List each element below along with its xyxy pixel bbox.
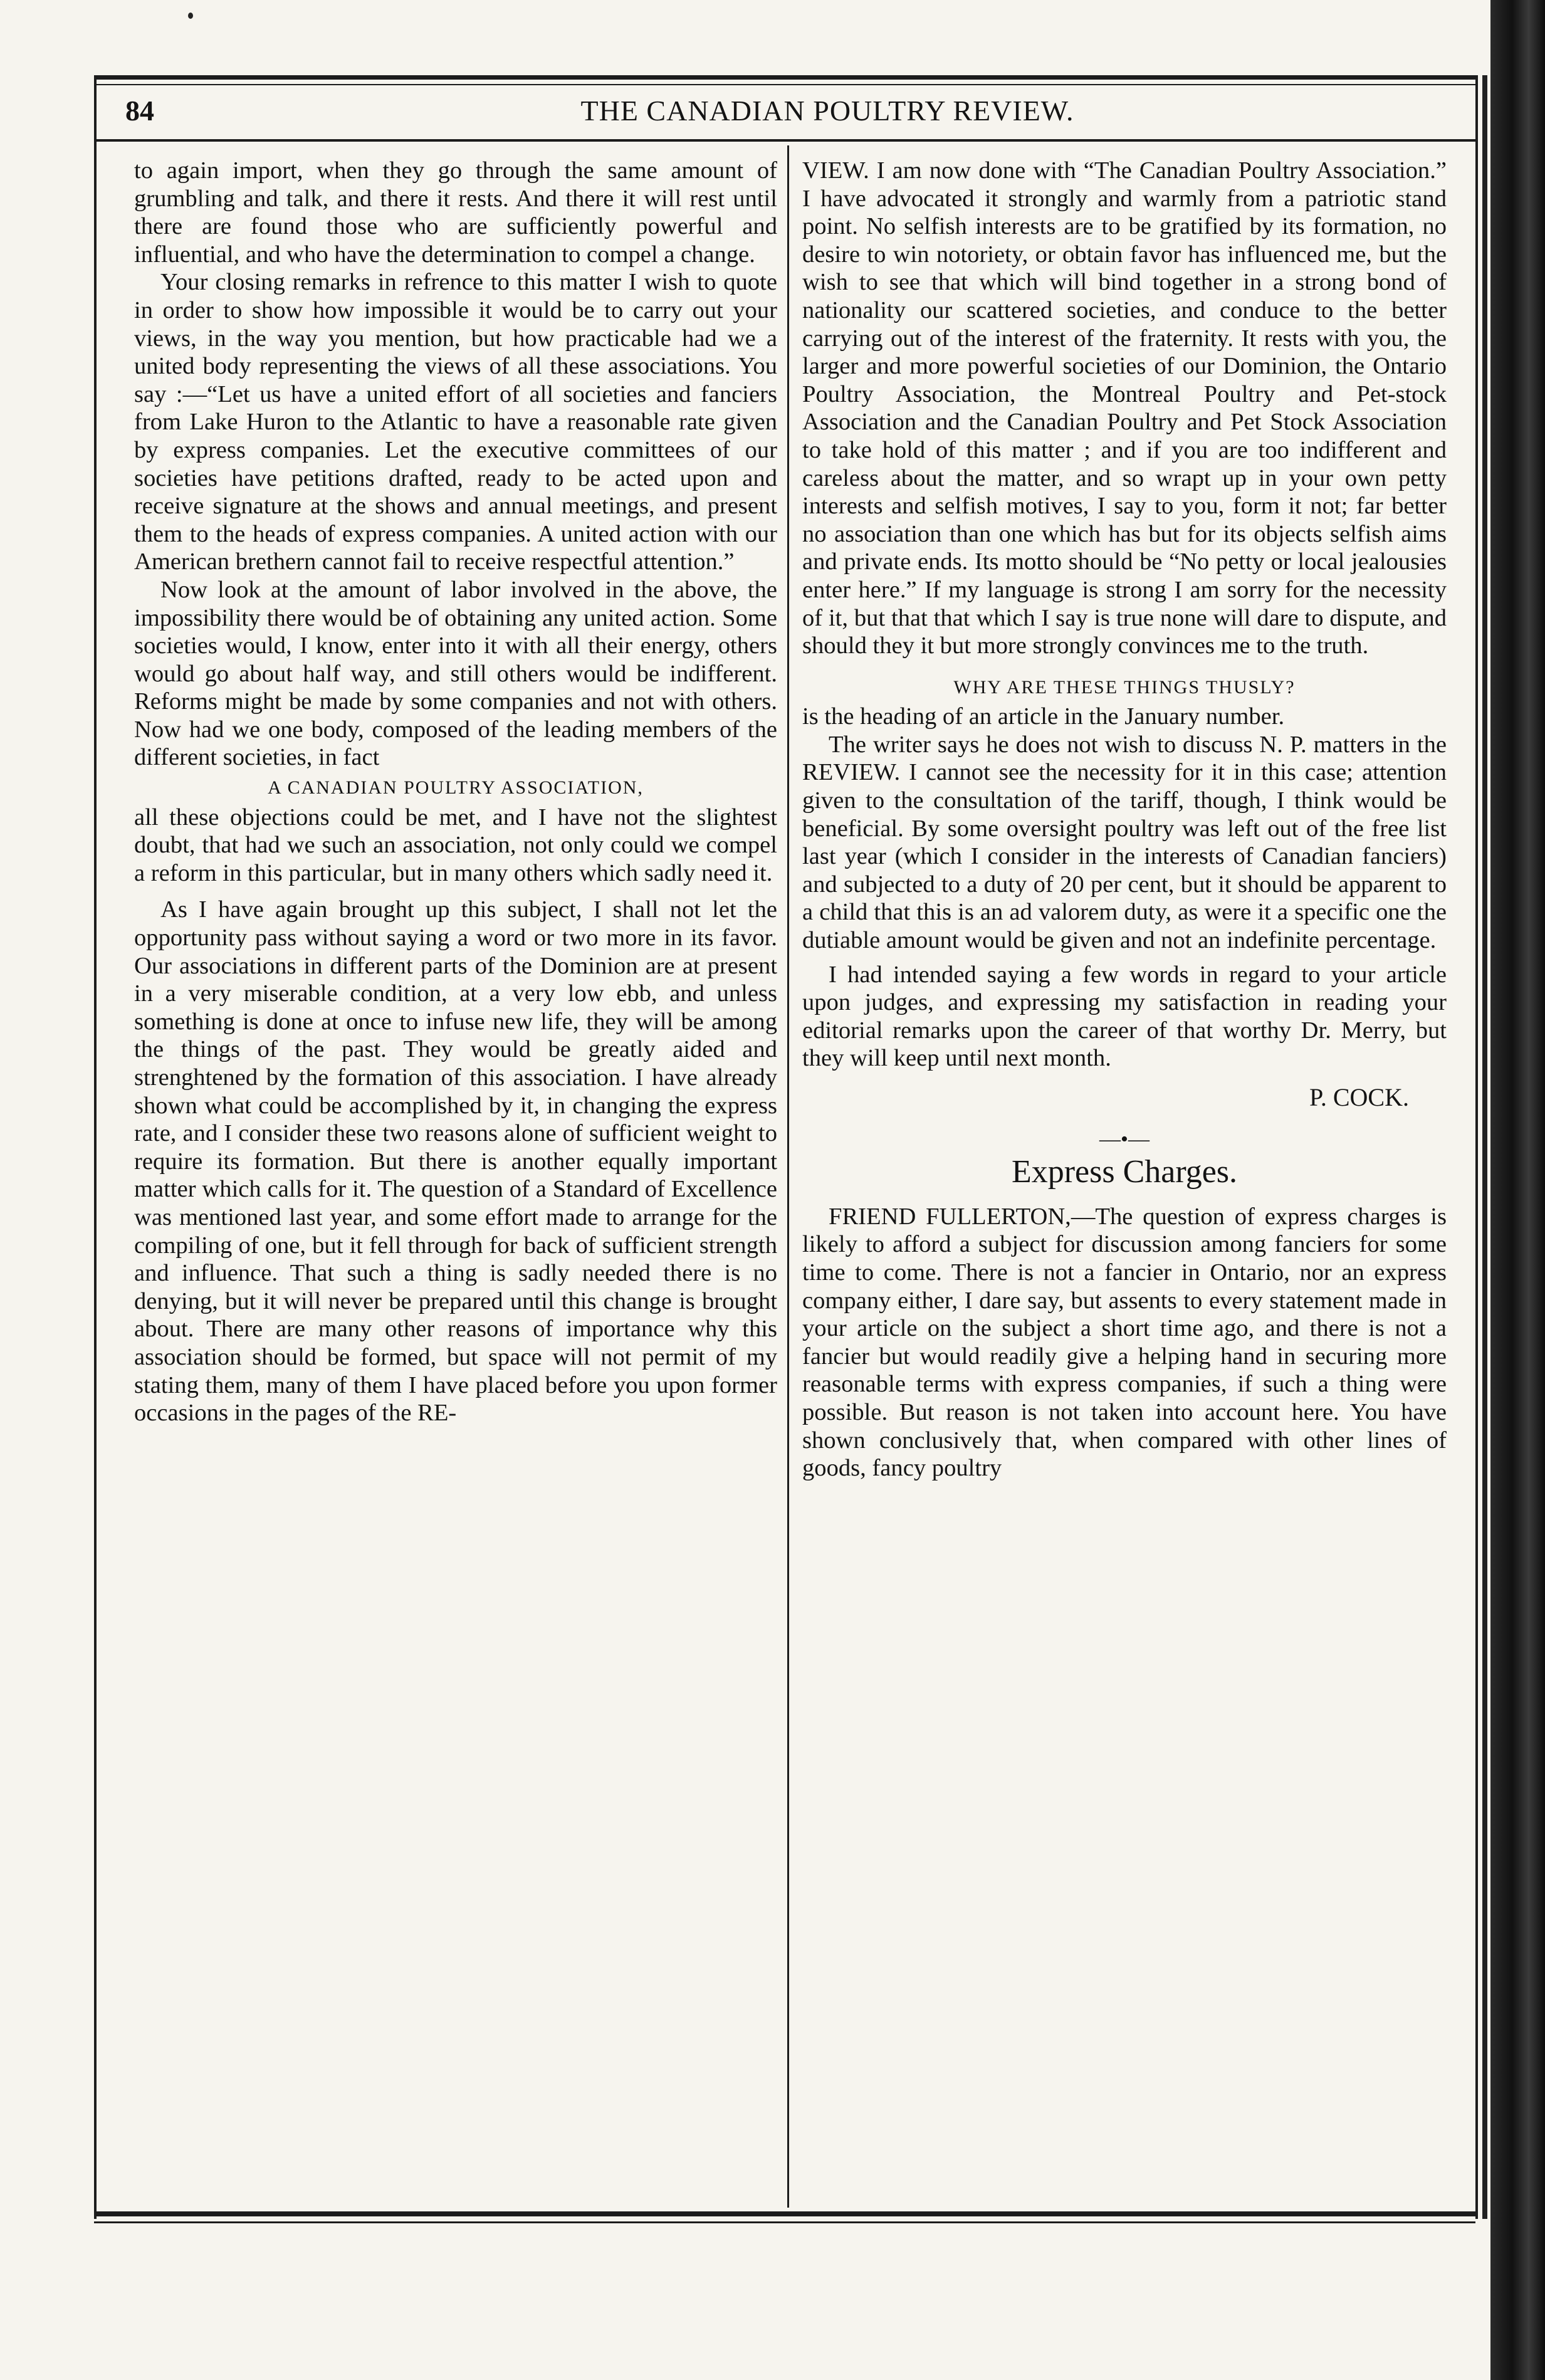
book-binding-edge	[1490, 0, 1545, 2380]
top-rule-thin	[94, 84, 1475, 85]
running-title: THE CANADIAN POULTRY REVIEW.	[580, 95, 1074, 127]
binding-shadow	[1482, 75, 1487, 2219]
column-divider	[787, 145, 789, 2208]
paragraph: Your closing remarks in refrence to this matter I wish to quote in order to show how impossible it would be to carry out your views, in the way you mention, but how practicable had we a united body representing the views of all these associations. You say :—“Let us have a united effort of all societies and fanciers from Lake Huron to the Atlantic to have a reasonable rate given by express companies. Let the executive committees of our societies have petitions drafted, ready to be acted upon and receive signature at the shows and annual meetings, and present them to the heads of express companies. A united action with our American brethern cannot fail to receive respectful attention.”	[134, 269, 777, 575]
bottom-rule-thin	[94, 2221, 1475, 2223]
paragraph: VIEW. I am now done with “The Canadian Poultry Association.” I have advocated it strongly and warmly from a patriotic stand point. No selfish interests are to be gratified by its formation, no desire to win notoriety, or obtain favor has influenced me, but the wish to see that which will bind together in a strong bond of nationality our scattered societies, and conduce to the better carrying out of the interest of the fraternity. It rests with you, the larger and more powerful societies of our Dominion, the Ontario Poultry Association, the Montreal Poultry and Pet-stock Association and the Canadian Poultry and Pet Stock Association to take hold of this matter ; and if you are too indifferent and careless about the matter, and so wrapt up in your own petty interests and selfish motives, I say to you, form it not; far better no association than one which has but for its objects selfish aims and private ends. Its motto should be “No petty or local jealousies enter here.” If my language is strong I am sorry for the necessity of it, but that that which I say is true none will dare to dispute, and should they it but more strongly convinces me to the truth.	[802, 157, 1447, 659]
bottom-rule	[94, 2211, 1475, 2216]
paragraph: is the heading of an article in the January number.	[802, 703, 1285, 730]
paragraph	[802, 1203, 1447, 1482]
right-column	[802, 157, 1447, 1482]
subheading: WHY ARE THESE THINGS THUSLY?	[953, 676, 1296, 698]
ink-speck	[188, 13, 193, 19]
section-title: Express Charges.	[1011, 1154, 1238, 1190]
paragraph: Now look at the amount of labor involved in the above, the impossibility there would be of obtaining any united action. Some societies would, I know, enter into it with all their energy, others would go about half way, and still others would be indifferent. Reforms might be made by some companies and not with others. Now had we one body, composed of the leading members of the different societies, in fact	[134, 576, 777, 771]
paragraph: I had intended saying a few words in regard to your article upon judges, and expressing my satisfaction in reading your editorial remarks upon the career of that worthy Dr. Merry, but they will keep until next month.	[802, 961, 1447, 1072]
salutation: FRIEND FULLERTON,	[829, 1203, 1071, 1230]
signature: P. COCK.	[1309, 1083, 1409, 1111]
paragraph-text: —The question of express charges is likely to afford a subject for discussion among fanciers for some time to come. There is not a fancier in Ontario, nor an express company either, I dare say, but assents to every statement made in your article on the subject a short time ago, and there is not a fancier but would readily give a helping hand in securing more reasonable terms with express companies, if such a thing were possible. But reason is not taken into account here. You have shown conclusively that, when compared with other lines of goods, fancy poultry	[802, 1203, 1447, 1482]
subheading: A CANADIAN POULTRY ASSOCIATION,	[268, 777, 644, 799]
paragraph: all these objections could be met, and I have not the slightest doubt, that had we such an association, not only could we compel a reform in this particular, but in many others which sadly need it.	[134, 804, 777, 886]
paragraph: As I have again brought up this subject, I shall not let the opportunity pass without saying a word or two more in its favor. Our associations in different parts of the Dominion are at present in a very miserable condition, at a very low ebb, and unless something is done at once to infuse new life, they will be among the things of the past. They would be greatly aided and strenghtened by the formation of this association. I have already shown what could be accomplished by it, in changing the express rate, and I consider these two reasons alone of sufficient weight to require its formation. But there is another equally important matter which calls for it. The question of a Standard of Excellence was mentioned last year, and some effort made to arrange for the compiling of one, but it fell through for back of sufficient strength and influence. That such a thing is sadly needed there is no denying, but it will never be prepared until this change is brought about. There are many other reasons of importance why this association should be formed, but space will not permit of my stating them, many of them I have placed before you upon former occasions in the pages of the RE-	[134, 896, 777, 1427]
left-column	[134, 157, 777, 1427]
top-rule	[94, 75, 1475, 80]
header-rule	[94, 139, 1475, 142]
page-number: 84	[125, 95, 154, 127]
paragraph: The writer says he does not wish to discuss N. P. matters in the REVIEW. I cannot see the necessity for it in this case; attention given to the consultation of the tariff, though, I think would be beneficial. By some oversight poultry was left out of the free list last year (which I consider in the interests of Canadian fanciers) and subjected to a duty of 20 per cent, but it should be apparent to a child that this is an ad valorem duty, as were it a specific one the dutiable amount would be given and not an indefinite percentage.	[802, 731, 1447, 954]
section-ornament: —•—	[1099, 1127, 1150, 1151]
paragraph: to again import, when they go through the same amount of grumbling and talk, and there it rests. And there it will rest until there are found those who are sufficiently powerful and influential, and who have the determination to compel a change.	[134, 157, 777, 268]
